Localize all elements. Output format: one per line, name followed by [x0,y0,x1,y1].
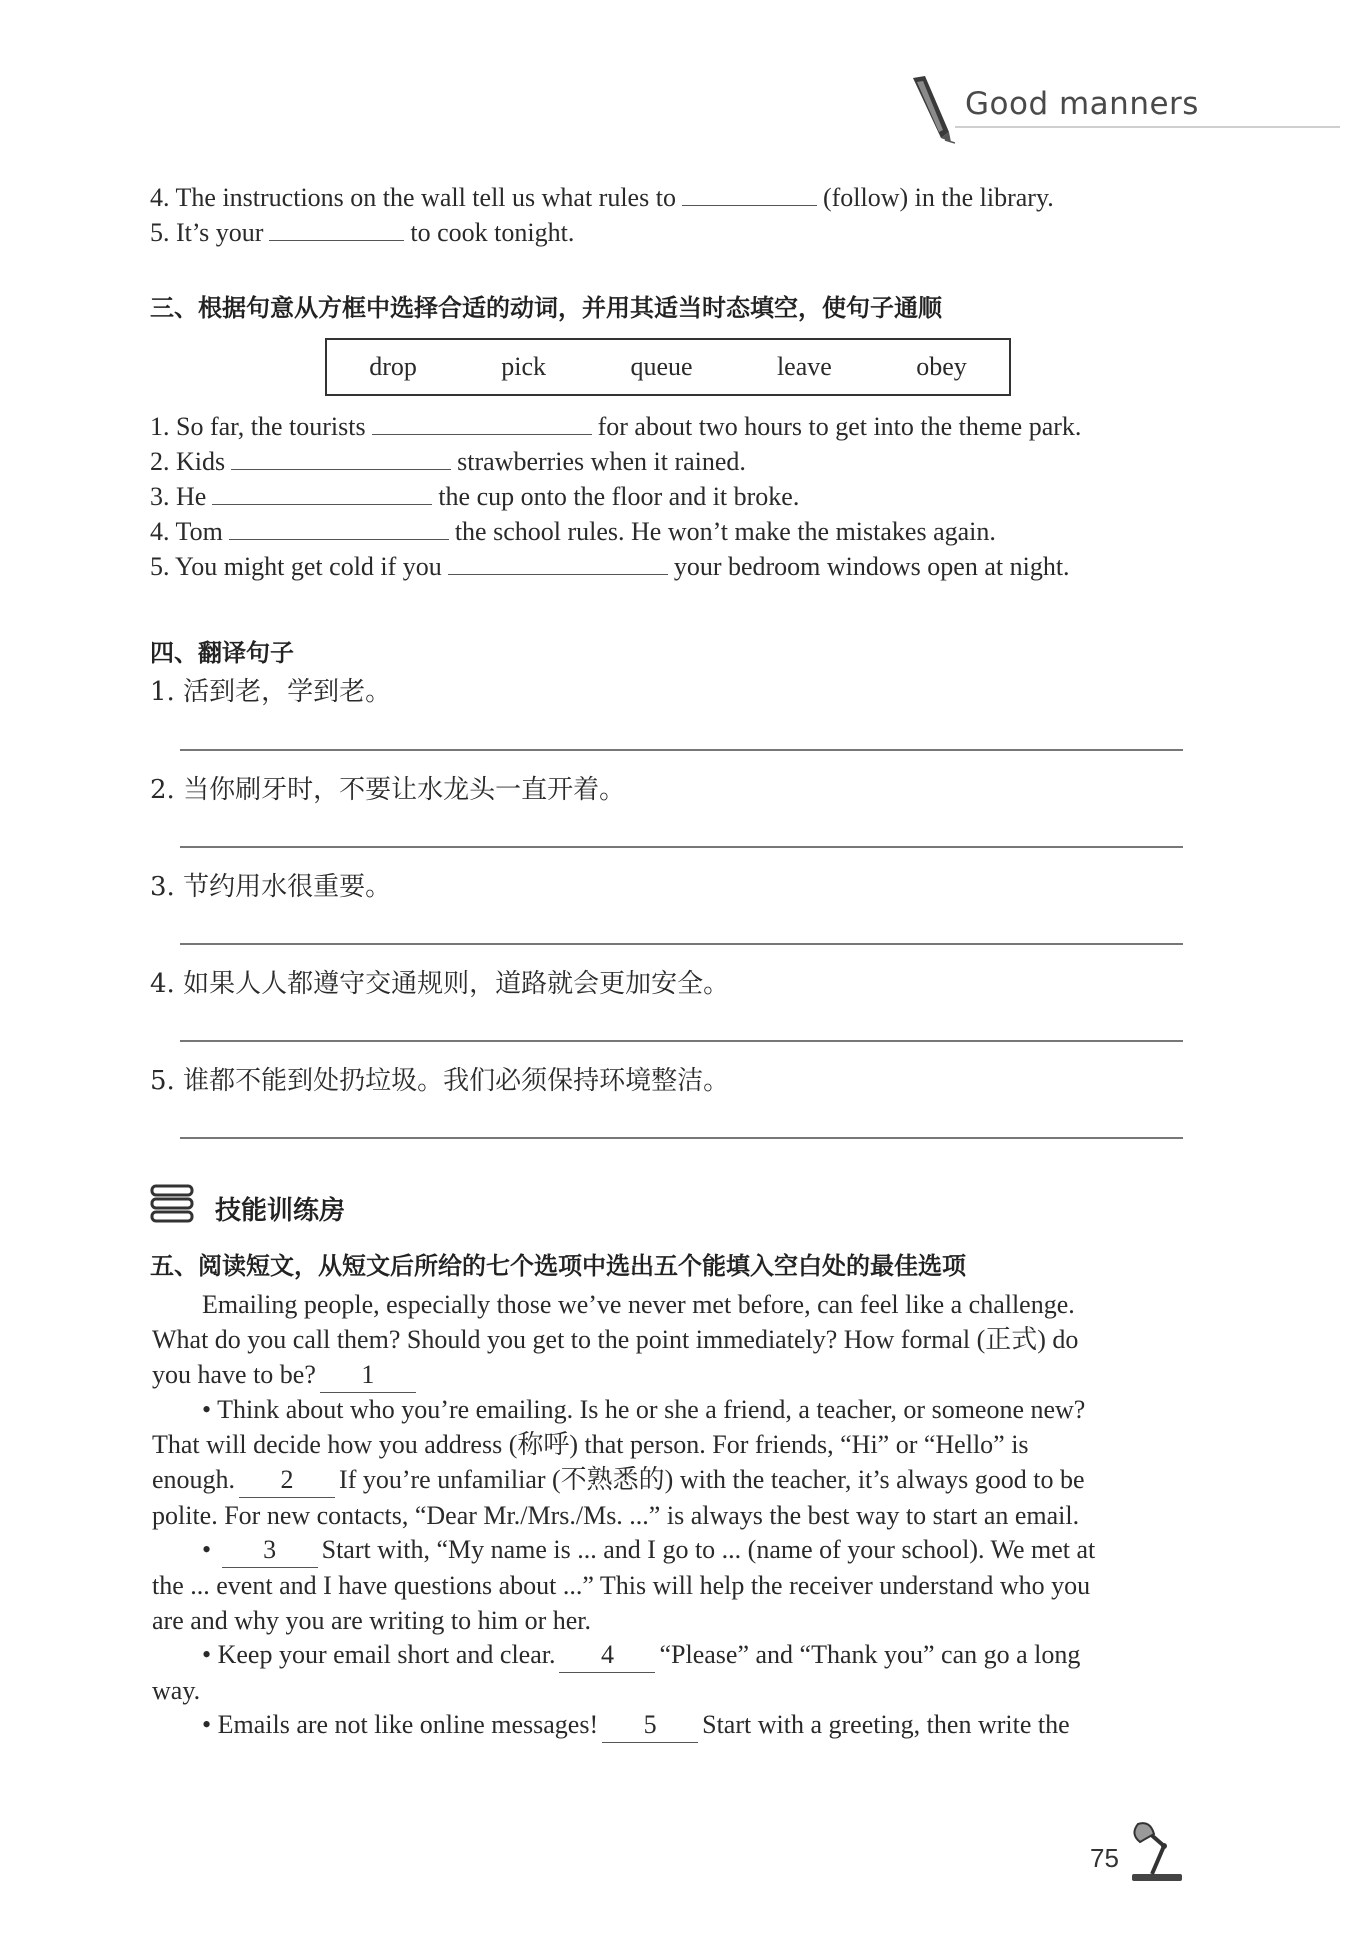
desk-lamp-icon [1124,1820,1189,1885]
answer-line[interactable] [180,749,1183,751]
exercise-item: 4. Tom the school rules. He won’t make the mistakes again. [150,517,996,546]
word-option: drop [369,352,417,381]
word-box [325,338,1011,396]
reading-paragraph: • Keep your email short and clear. 4 “Please” and “Thank you” can go a long way. [152,1637,1164,1708]
word-option: obey [916,352,967,381]
answer-line[interactable] [180,943,1183,945]
answer-blank[interactable] [448,550,668,575]
answer-line[interactable] [180,846,1183,848]
exercise-item: 1. So far, the tourists for about two hours to get into the theme park. [150,412,1082,441]
exercise-item: 3. He the cup onto the floor and it broke. [150,482,800,511]
translation-prompt: 4. 如果人人都遵守交通规则，道路就会更加安全。 [150,969,730,999]
numbered-blank[interactable]: 4 [559,1637,655,1673]
answer-blank[interactable] [229,515,449,540]
page-number: 75 [1090,1843,1119,1873]
bullet: • [202,1640,212,1669]
numbered-blank[interactable]: 2 [239,1462,335,1498]
answer-blank[interactable] [269,216,404,241]
section-heading: 五、阅读短文，从短文后所给的七个选项中选出五个能填入空白处的最佳选项 [150,1252,966,1280]
header-divider [955,126,1340,128]
answer-line[interactable] [180,1040,1183,1042]
bullet: • [202,1535,212,1564]
word-option: queue [630,352,693,381]
answer-line[interactable] [180,1137,1183,1139]
numbered-blank[interactable]: 5 [602,1707,698,1743]
bullet: • [202,1710,212,1739]
answer-blank[interactable] [372,410,592,435]
reading-paragraph: Emailing people, especially those we’ve never met before, can feel like a challenge. What do you call them? Should you get to the point immediately? How formal (正式) do you have to be? 1 [152,1287,1164,1393]
exercise-item: 5. It’s your to cook tonight. [150,218,575,247]
translation-prompt: 1. 活到老，学到老。 [150,677,392,707]
word-option: pick [501,352,547,381]
exercise-item: 2. Kids strawberries when it rained. [150,447,746,476]
skills-title: 技能训练房 [215,1196,346,1226]
translation-prompt: 2. 当你刷牙时，不要让水龙头一直开着。 [150,775,626,805]
answer-blank[interactable] [231,445,451,470]
translation-prompt: 5. 谁都不能到处扔垃圾。我们必须保持环境整洁。 [150,1066,730,1096]
translation-prompt: 3. 节约用水很重要。 [150,872,392,902]
section-heading: 三、根据句意从方框中选择合适的动词，并用其适当时态填空，使句子通顺 [150,294,942,322]
unit-title: Good manners [965,86,1199,122]
numbered-blank[interactable]: 3 [222,1532,318,1568]
exercise-item: 4. The instructions on the wall tell us what rules to (follow) in the library. [150,183,1054,212]
book-stack-icon [150,1183,196,1225]
numbered-blank[interactable]: 1 [320,1357,416,1393]
bullet: • [202,1395,212,1424]
answer-blank[interactable] [682,181,817,206]
section-heading: 四、翻译句子 [150,639,294,667]
pen-nib-icon [905,74,955,144]
reading-paragraph: • Emails are not like online messages! 5 Start with a greeting, then write the [152,1707,1164,1743]
exercise-item: 5. You might get cold if you your bedroom windows open at night. [150,552,1070,581]
reading-paragraph: • 3 Start with, “My name is ... and I go to ... (name of your school). We met at the ... event and I have questions about ...” This will help the receiver understand who you are and why you are writing to him or her. [152,1532,1164,1638]
answer-blank[interactable] [212,480,432,505]
word-option: leave [776,352,832,381]
reading-paragraph: • Think about who you’re emailing. Is he or she a friend, a teacher, or someone new? That will decide how you address (称呼) that person. For friends, “Hi” or “Hello” is enough. 2 If you’re unfamiliar (不熟悉的) with the teacher, it’s always good to be polite. For new contacts, “Dear Mr./Mrs./Ms. ...” is always the best way to start an email. [152,1395,1086,1530]
